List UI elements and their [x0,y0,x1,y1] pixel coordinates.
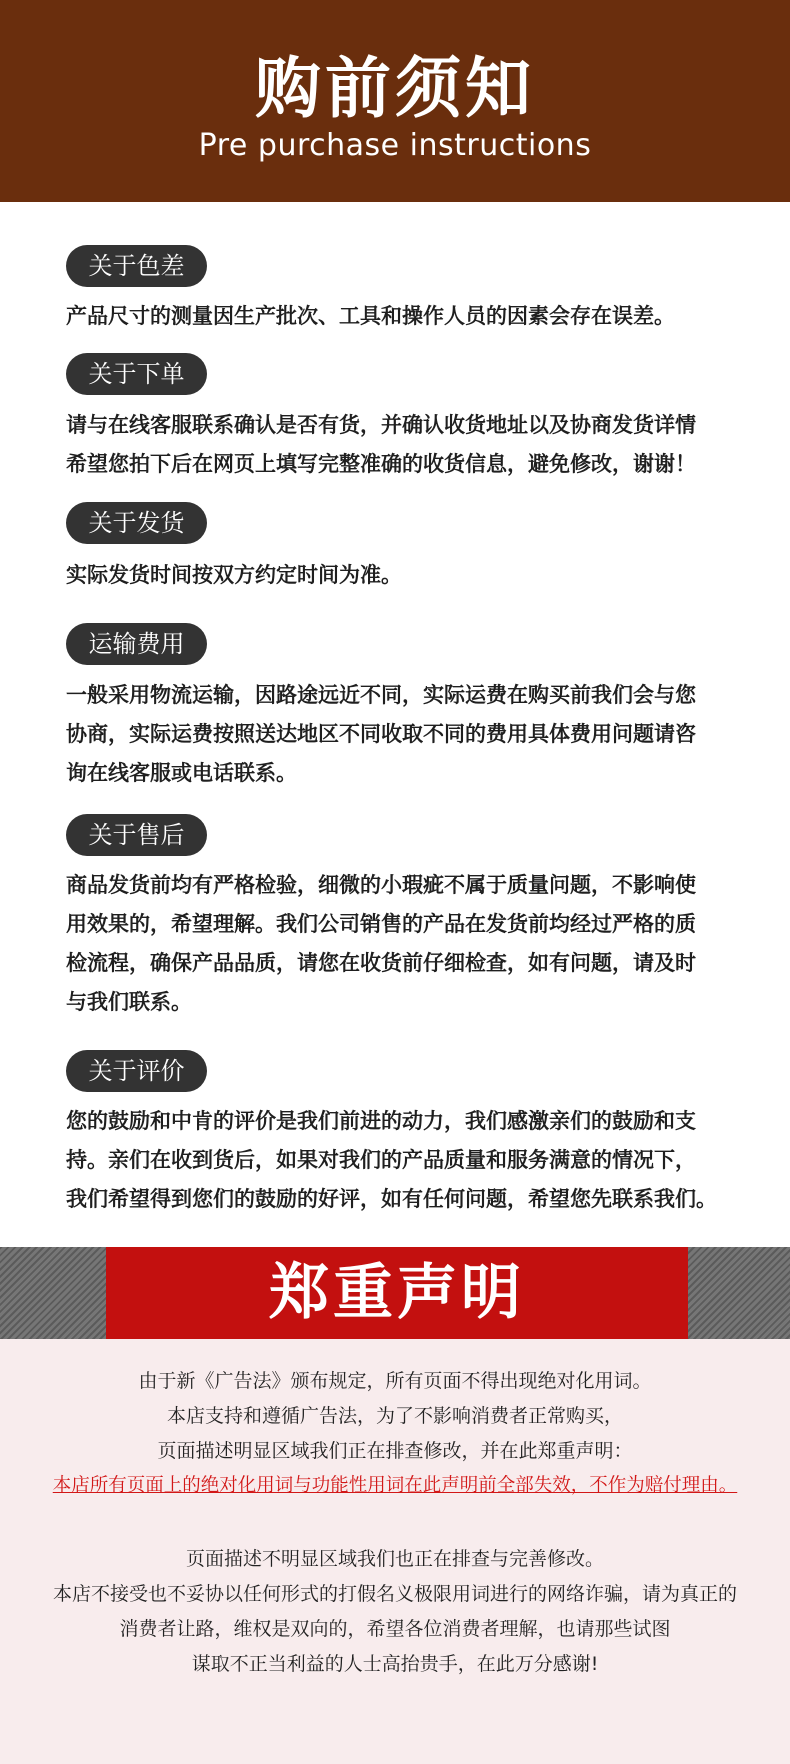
text-line: 用效果的，希望理解。我们公司销售的产品在发货前均经过严格的质 [66,912,696,936]
section-label-freight: 运输费用 [66,623,207,665]
section-text-after-sales [66,866,766,1022]
text-line: 我们希望得到您们的鼓励的好评，如有任何问题，希望您先联系我们。 [66,1187,717,1211]
section-text-shipping [66,556,766,595]
text-line: 产品尺寸的测量因生产批次、工具和操作人员的因素会存在误差。 [66,304,675,328]
text-line: 您的鼓励和中肯的评价是我们前进的动力，我们感激亲们的鼓励和支 [66,1109,696,1133]
section-text-color-difference [66,297,766,336]
declaration-line: 消费者让路，维权是双向的，希望各位消费者理解，也请那些试图 [119,1618,671,1640]
section-text-reviews [66,1102,766,1219]
declaration-line: 由于新《广告法》颁布规定，所有页面不得出现绝对化用词。 [138,1370,652,1392]
section-label-shipping: 关于发货 [66,502,207,544]
text-line: 希望您拍下后在网页上填写完整准确的收货信息，避免修改，谢谢！ [66,452,696,476]
page-subtitle: Pre purchase instructions [198,128,592,163]
text-line: 一般采用物流运输，因路途远近不同，实际运费在购买前我们会与您 [66,683,696,707]
declaration-line: 页面描述不明显区域我们也正在排查与完善修改。 [185,1548,604,1570]
page-title: 购前须知 [255,50,535,127]
section-label-reviews: 关于评价 [66,1050,207,1092]
declaration-line-highlight: 本店所有页面上的绝对化用词与功能性用词在此声明前全部失效，不作为赔付理由。 [52,1475,738,1496]
declaration-line: 页面描述明显区域我们正在排查修改，并在此郑重声明： [157,1440,633,1462]
text-line: 与我们联系。 [66,990,192,1014]
text-line: 持。亲们在收到货后，如果对我们的产品质量和服务满意的情况下， [66,1148,696,1172]
text-line: 检流程，确保产品品质，请您在收货前仔细检查，如有问题，请及时 [66,951,696,975]
section-text-ordering [66,406,766,484]
section-label-after-sales: 关于售后 [66,814,207,856]
declaration-title: 郑重声明 [106,1247,688,1339]
text-line: 商品发货前均有严格检验，细微的小瑕疵不属于质量问题，不影响使 [66,873,696,897]
text-line: 协商，实际运费按照送达地区不同收取不同的费用具体费用问题请咨 [66,722,696,746]
declaration-line: 谋取不正当利益的人士高抬贵手，在此万分感谢! [191,1653,599,1675]
header-banner [0,0,790,202]
declaration-line: 本店支持和遵循广告法，为了不影响消费者正常购买， [166,1405,623,1427]
section-label-ordering: 关于下单 [66,353,207,395]
declaration-line: 本店不接受也不妥协以任何形式的打假名义极限用词进行的网络诈骗，请为真正的 [52,1583,737,1605]
section-label-color-difference: 关于色差 [66,245,207,287]
text-line: 询在线客服或电话联系。 [66,761,297,785]
text-line: 实际发货时间按双方约定时间为准。 [66,563,402,587]
text-line: 请与在线客服联系确认是否有货，并确认收货地址以及协商发货详情 [66,413,696,437]
section-text-freight [66,676,766,793]
